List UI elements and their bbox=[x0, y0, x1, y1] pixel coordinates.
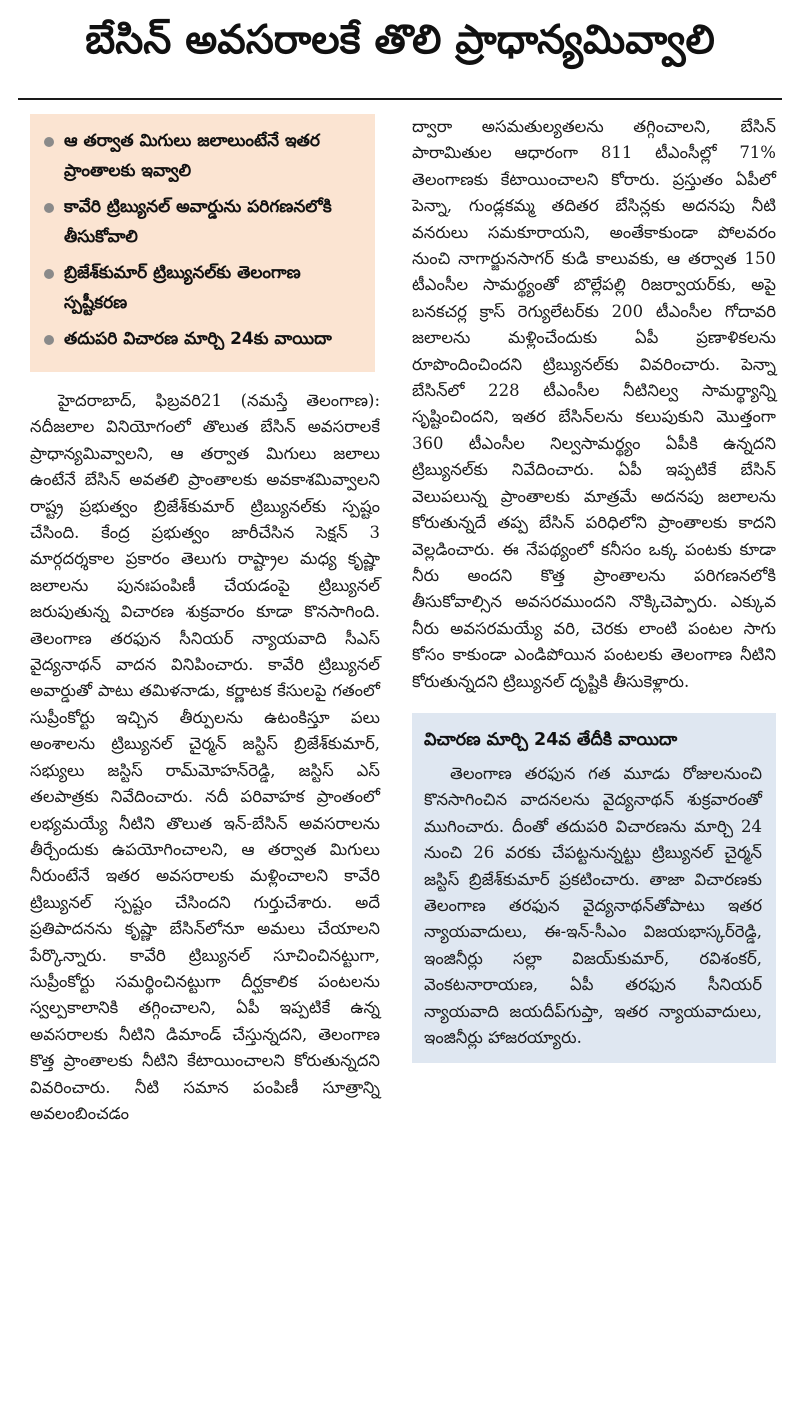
highlight-item bbox=[44, 258, 365, 318]
bullet-icon bbox=[44, 203, 54, 213]
headline-rule bbox=[18, 98, 782, 100]
headline: బేసిన్ అవసరాలకే తొలి ప్రాధాన్యమివ్వాలి bbox=[85, 17, 715, 63]
left-column bbox=[30, 114, 380, 1127]
highlight-text: ఆ తర్వాత మిగులు జలాలుంటేనే ఇతర ప్రాంతాలకు ఇవ్వాలి bbox=[64, 131, 320, 181]
article-body-right: ద్వారా అసమతుల్యతలను తగ్గించాలని, బేసిన్ పారామితుల ఆధారంగా 811 టీఎంసీల్లో 71% తెలంగాణకు కేటాయించాలని కోరారు. ప్రస్తుతం ఏపీలో పెన్నా, గుండ్లకమ్మ తదితర బేసిన్లకు అదనపు నీటి వనరులు సమకూరాయని, అంతేకాకుండా పోలవరం నుంచి నాగార్జునసాగర్ కుడి కాలువకు, ఆ తర్వాత 150 టీఎంసీల సామర్థ్యంతో బొల్లేపల్లి రిజర్వాయర్‌కు, అపై బనకచర్ల క్రాస్ రెగ్యులేటర్‌కు 200 టీఎంసీల గోదావరి జలాలను మళ్లించేందుకు ఏపీ ప్రణాళికలను రూపొందించిందని ట్రిబ్యునల్‌కు వివరించారు. పెన్నా బేసిన్‌లో 228 టీఎంసీల నీటినిల్వ సామర్థ్యాన్ని సృష్టించిందని, ఇతర బేసిన్‌లను కలుపుకుని మొత్తంగా 360 టీఎంసీల నిల్వసామర్థ్యం ఏపీకి ఉన్నదని ట్రిబ్యునల్‌కు నివేదించారు. ఏపీ ఇప్పటికే బేసిన్ వెలుపలున్న ప్రాంతాలకు మాత్రమే అదనపు జలాలను కోరుతున్నదే తప్ప బేసిన్ పరిధిలోని ప్రాంతాలకు కాదని వెల్లడించారు. ఈ నేపథ్యంలో కనీసం ఒక్క పంటకు కూడా నీరు అందని కొత్త ప్రాంతాలను పరిగణనలోకి తీసుకోవాల్సిన అవసరముందని నొక్కిచెప్పారు. ఎక్కువ నీరు అవసరమయ్యే వరి, చెరకు లాంటి పంటల సాగు కోసం కాకుండా ఎండిపోయిన పంటలకు తెలంగాణ నీటిని కోరుతున్నదని ట్రిబ్యునల్ దృష్టికి తీసుకెళ్లారు. bbox=[412, 117, 776, 691]
subsection-body: తెలంగాణ తరఫున గత మూడు రోజులనుంచి కొనసాగించిన వాదనలను వైద్యనాథన్ శుక్రవారంతో ముగించారు. దీంతో తదుపరి విచారణను మార్చి 24 నుంచి 26 వరకు చేపట్టనున్నట్టు ట్రిబ్యునల్ చైర్మన్ జస్టిస్ బ్రిజేశ్‌కుమార్ ప్రకటించారు. తాజా విచారణకు తెలంగాణ తరఫున వైద్యనాథన్‌తోపాటు ఇతర న్యాయవాదులు, ఈ-ఇన్-సీఎం విజయభాస్కర్‌రెడ్డి, ఇంజినీర్లు సల్లా విజయ్‌కుమార్, రవిశంకర్, వెంకటనారాయణ, ఏపీ తరఫున సీనియర్ న్యాయవాది జయదీప్‌గుప్తా, ఇతర న్యాయవాదులు, ఇంజినీర్లు హాజరయ్యారు. bbox=[424, 763, 762, 1047]
right-column bbox=[412, 114, 776, 1063]
subsection-heading: విచారణ మార్చి 24వ తేదీకి వాయిదా bbox=[424, 729, 678, 750]
highlight-item bbox=[44, 324, 365, 354]
highlight-text: బ్రిజేశ్‌కుమార్ ట్రిబ్యునల్‌కు తెలంగాణ స్పష్టీకరణ bbox=[64, 263, 301, 313]
bullet-icon bbox=[44, 335, 54, 345]
bullet-icon bbox=[44, 137, 54, 147]
newspaper-clipping bbox=[0, 14, 800, 1422]
article-body-left: హైదరాబాద్, ఫిబ్రవరి21 (నమస్తే తెలంగాణ): నదీజలాల వినియోగంలో తొలుత బేసిన్ అవసరాలకే ప్రాధాన్యమివ్వాలని, ఆ తర్వాత మిగులు జలాలు ఉంటేనే బేసిన్ అవతలి ప్రాంతాలకు అవకాశమివ్వాలని రాష్ట్ర ప్రభుత్వం బ్రిజేశ్‌కుమార్ ట్రిబ్యునల్‌కు స్పష్టం చేసింది. కేంద్ర ప్రభుత్వం జారీచేసిన సెక్షన్ 3 మార్గదర్శకాల ప్రకారం తెలుగు రాష్ట్రాల మధ్య కృష్ణా జలాలను పునఃపంపిణీ చేయడంపై ట్రిబ్యునల్ జరుపుతున్న విచారణ శుక్రవారం కూడా కొనసాగింది. తెలంగాణ తరఫున సీనియర్ న్యాయవాది సీఎస్ వైద్యనాథన్ వాదన వినిపించారు. కావేరి ట్రిబ్యునల్ అవార్డుతో పాటు తమిళనాడు, కర్ణాటక కేసులపై గతంలో సుప్రీంకోర్టు ఇచ్చిన తీర్పులను ఉటంకిస్తూ పలు అంశాలను ట్రిబ్యునల్ చైర్మన్ జస్టిస్ బ్రిజేశ్‌కుమార్, సభ్యులు జస్టిస్ రామ్‌మోహన్‌రెడ్డి, జస్టిస్ ఎస్ తలపాత్రకు నివేదించారు. నదీ పరివాహక ప్రాంతంలో లభ్యమయ్యే నీటిని తొలుత ఇన్-బేసిన్ అవసరాలను తీర్చేందుకు ఉపయోగించాలని, ఆ తర్వాత మిగులు నీరుంటేనే ఇతర అవసరాలకు మళ్లించాలని కావేరి ట్రిబ్యునల్ స్పష్టం చేసిందని గుర్తుచేశారు. అదే ప్రతిపాదనను కృష్ణా బేసిన్‌లోనూ అమలు చేయాలని పేర్కొన్నారు. కావేరి ట్రిబ్యునల్ సూచించినట్టుగా, సుప్రీంకోర్టు సమర్థించినట్టుగా దీర్ఘకాలిక పంటలను స్వల్పకాలానికి తగ్గించాలని, ఏపీ ఇప్పటికే ఉన్న అవసరాలకు నీటిని డిమాండ్ చేస్తున్నదని, తెలంగాణ కొత్త ప్రాంతాలకు నీటిని కేటాయించాలని కోరుతున్నదని వివరించారు. నీటి సమాన పంపిణీ సూత్రాన్ని అవలంబించడం bbox=[30, 391, 380, 1123]
highlight-text: తదుపరి విచారణ మార్చి 24కు వాయిదా bbox=[64, 329, 332, 349]
bullet-icon bbox=[44, 269, 54, 279]
highlight-text: కావేరి ట్రిబ్యునల్ అవార్డును పరిగణనలోకి తీసుకోవాలి bbox=[64, 197, 332, 247]
subsection-box bbox=[412, 713, 776, 1063]
highlights-box bbox=[30, 114, 375, 372]
article-columns bbox=[30, 114, 776, 1412]
highlight-item bbox=[44, 192, 365, 252]
highlight-item bbox=[44, 126, 365, 186]
